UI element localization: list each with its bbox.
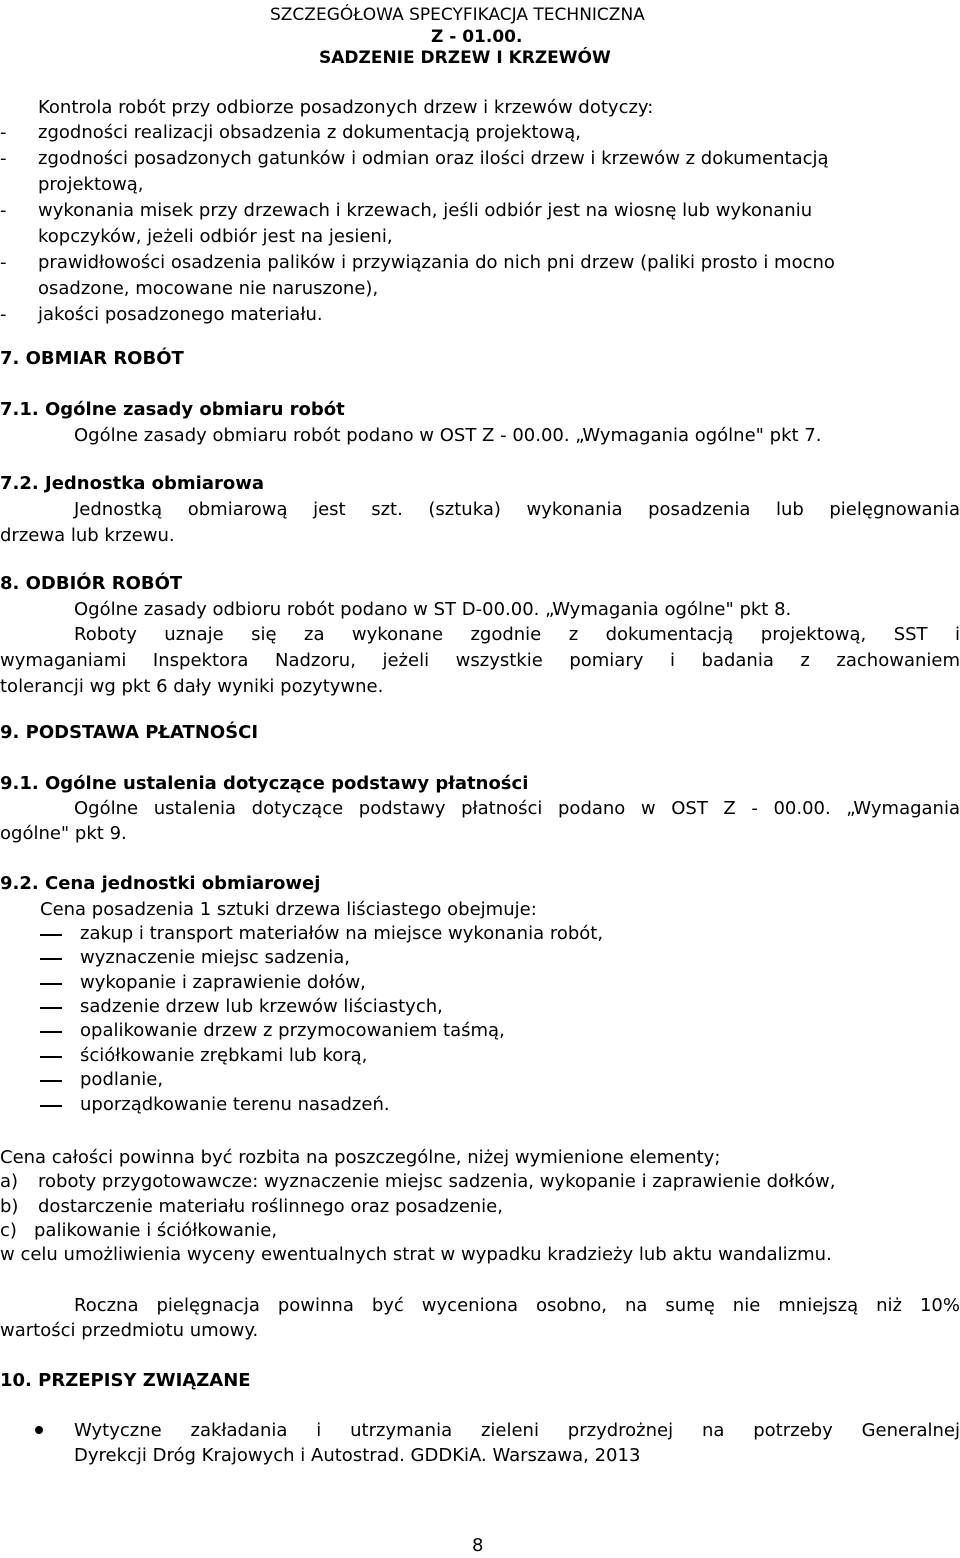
list-dash: - [0, 148, 7, 169]
kontrola-item-cont: osadzone, mocowane nie naruszone), [38, 278, 379, 299]
price-component-item: uporządkowanie terenu nasadzeń. [80, 1094, 390, 1115]
emdash-marker [40, 1080, 62, 1082]
section-9-1-text: Ogólne ustalenia dotyczące podstawy płatności podano w OST Z - 00.00. „Wymagania [74, 798, 960, 819]
emdash-marker [40, 983, 62, 985]
price-component-item: zakup i transport materiałów na miejsce wykonania robót, [80, 923, 604, 944]
list-dash: - [0, 252, 7, 273]
annual-care-text-cont: wartości przedmiotu umowy. [0, 1320, 259, 1341]
price-component-item: wykopanie i zaprawienie dołów, [80, 972, 366, 993]
kontrola-item: zgodności realizacji obsadzenia z dokumentacją projektową, [38, 122, 582, 143]
split-item-letter: b) [0, 1196, 19, 1217]
kontrola-item: zgodności posadzonych gatunków i odmian oraz ilości drzew i krzewów z dokumentacją [38, 148, 829, 169]
section-7-2-text: Jednostką obmiarową jest szt. (sztuka) wykonania posadzenia lub pielęgnowania [74, 499, 960, 520]
section-7-1-text: Ogólne zasady obmiaru robót podano w OST Z - 00.00. „Wymagania ogólne" pkt 7. [74, 425, 822, 446]
price-component-item: wyznaczenie miejsc sadzenia, [80, 947, 351, 968]
emdash-marker [40, 1056, 62, 1058]
list-dash: - [0, 122, 7, 143]
section-9-heading: 9. PODSTAWA PŁATNOŚCI [0, 722, 259, 743]
kontrola-item: prawidłowości osadzenia palików i przywiązania do nich pni drzew (paliki prosto i mocno [38, 252, 835, 273]
emdash-marker [40, 1105, 62, 1107]
section-8-heading: 8. ODBIÓR ROBÓT [0, 573, 183, 594]
section-7-heading: 7. OBMIAR ROBÓT [0, 348, 184, 369]
emdash-marker [40, 958, 62, 960]
split-item-text: roboty przygotowawcze: wyznaczenie miejsc sadzenia, wykopanie i zaprawienie dołków, [38, 1171, 836, 1192]
emdash-marker [40, 1007, 62, 1009]
list-dash: - [0, 304, 7, 325]
spec-header-code: Z - 01.00. [431, 27, 523, 47]
section-9-2-intro: Cena posadzenia 1 sztuki drzewa liściastego obejmuje: [40, 899, 537, 920]
section-8-para: tolerancji wg pkt 6 dały wyniki pozytywne. [0, 676, 384, 697]
section-7-1-heading: 7.1. Ogólne zasady obmiaru robót [0, 399, 345, 420]
split-intro: Cena całości powinna być rozbita na poszczególne, niżej wymienione elementy; [0, 1147, 721, 1168]
kontrola-item: jakości posadzonego materiału. [38, 304, 323, 325]
reference-item: Wytyczne zakładania i utrzymania zieleni przydrożnej na potrzeby Generalnej [74, 1420, 960, 1441]
split-item-text: palikowanie i ściółkowanie, [34, 1220, 278, 1241]
bullet-icon [35, 1426, 43, 1434]
section-8-para: Roboty uznaje się za wykonane zgodnie z dokumentacją projektową, SST i [74, 624, 960, 645]
section-8-para: wymaganiami Inspektora Nadzoru, jeżeli wszystkie pomiary i badania z zachowaniem [0, 650, 960, 671]
list-dash: - [0, 200, 7, 221]
kontrola-intro: Kontrola robót przy odbiorze posadzonych drzew i krzewów dotyczy: [38, 97, 654, 118]
split-item-text: dostarczenie materiału roślinnego oraz posadzenie, [38, 1196, 503, 1217]
kontrola-item-cont: projektową, [38, 174, 144, 195]
emdash-marker [40, 1031, 62, 1033]
price-component-item: ściółkowanie zrębkami lub korą, [80, 1045, 368, 1066]
price-component-item: opalikowanie drzew z przymocowaniem taśmą, [80, 1020, 505, 1041]
section-8-text: Ogólne zasady odbioru robót podano w ST D-00.00. „Wymagania ogólne" pkt 8. [74, 599, 792, 620]
spec-header-title: SZCZEGÓŁOWA SPECYFIKACJA TECHNICZNA [270, 5, 645, 25]
spec-header-subject: SADZENIE DRZEW I KRZEWÓW [319, 48, 611, 68]
kontrola-item-cont: kopczyków, jeżeli odbiór jest na jesieni, [38, 226, 393, 247]
section-9-1-text-cont: ogólne" pkt 9. [0, 823, 127, 844]
split-item-letter: c) [0, 1220, 17, 1241]
price-component-item: sadzenie drzew lub krzewów liściastych, [80, 996, 443, 1017]
split-outro: w celu umożliwienia wyceny ewentualnych strat w wypadku kradzieży lub aktu wandalizmu. [0, 1244, 832, 1265]
emdash-marker [40, 934, 62, 936]
section-9-2-heading: 9.2. Cena jednostki obmiarowej [0, 873, 321, 894]
price-component-item: podlanie, [80, 1069, 164, 1090]
annual-care-text: Roczna pielęgnacja powinna być wyceniona osobno, na sumę nie mniejszą niż 10% [74, 1295, 960, 1316]
section-10-heading: 10. PRZEPISY ZWIĄZANE [0, 1370, 251, 1391]
section-9-1-heading: 9.1. Ogólne ustalenia dotyczące podstawy płatności [0, 773, 529, 794]
reference-item-cont: Dyrekcji Dróg Krajowych i Autostrad. GDDKiA. Warszawa, 2013 [74, 1445, 641, 1466]
split-item-letter: a) [0, 1171, 19, 1192]
section-7-2-heading: 7.2. Jednostka obmiarowa [0, 473, 265, 494]
kontrola-item: wykonania misek przy drzewach i krzewach, jeśli odbiór jest na wiosnę lub wykonaniu [38, 200, 813, 221]
page-number: 8 [472, 1535, 484, 1556]
section-7-2-text-cont: drzewa lub krzewu. [0, 525, 175, 546]
